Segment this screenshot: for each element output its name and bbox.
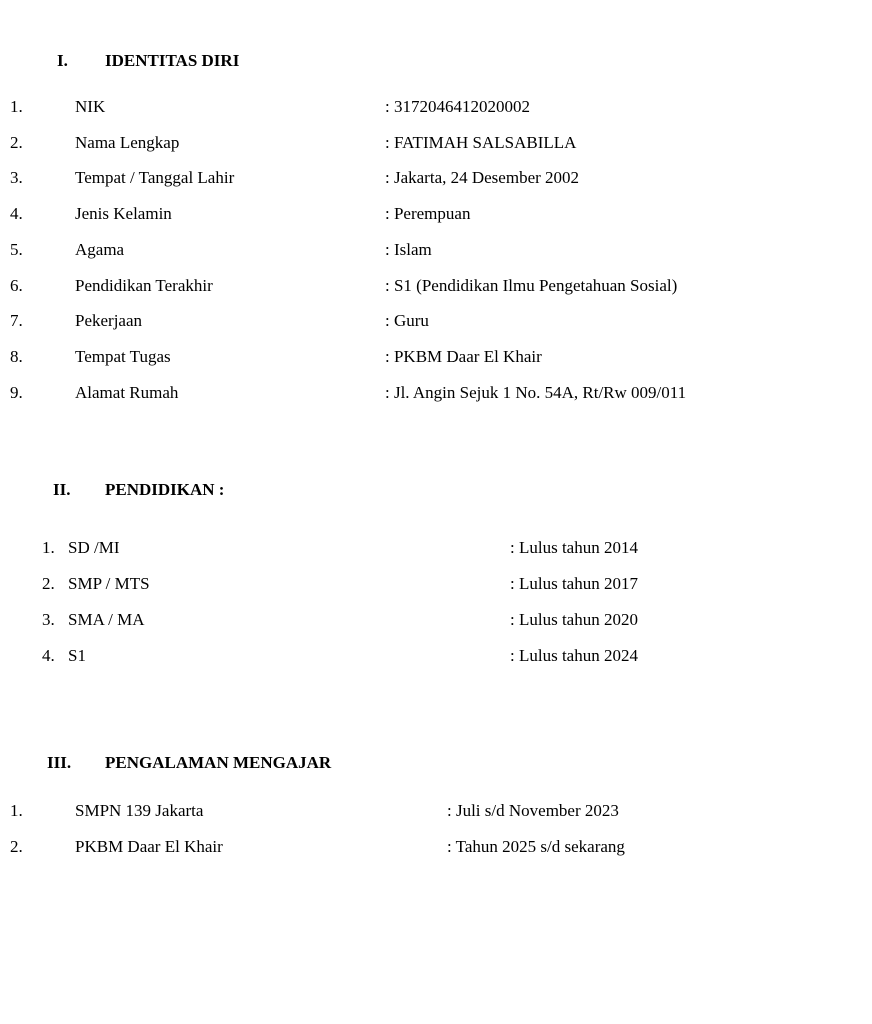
item-number: 3. <box>42 610 55 629</box>
list-item <box>0 793 872 829</box>
item-value: : Lulus tahun 2024 <box>510 646 638 665</box>
item-number: 2. <box>42 574 55 593</box>
list-item <box>0 196 872 232</box>
list-item <box>0 530 872 566</box>
section-heading-pendidikan <box>53 480 224 500</box>
section-identitas-diri-list <box>0 89 872 411</box>
item-number: 2. <box>10 132 23 152</box>
item-value: : 3172046412020002 <box>385 96 530 116</box>
item-value: : Jl. Angin Sejuk 1 No. 54A, Rt/Rw 009/011 <box>385 382 687 402</box>
section-pengalaman-mengajar-list <box>0 793 872 865</box>
section-title: PENDIDIKAN : <box>105 480 225 499</box>
list-item <box>0 161 872 197</box>
item-number: 9. <box>10 382 23 402</box>
section-numeral: I. <box>57 51 68 70</box>
item-label: Pekerjaan <box>75 311 143 331</box>
section-heading-pengalaman-mengajar <box>47 753 331 773</box>
item-value: : PKBM Daar El Khair <box>385 347 542 367</box>
list-item <box>0 829 872 865</box>
item-value: : FATIMAH SALSABILLA <box>385 132 577 152</box>
item-number: 5. <box>10 239 23 259</box>
item-label: Pendidikan Terakhir <box>75 275 213 295</box>
list-item <box>0 268 872 304</box>
item-value: : Lulus tahun 2020 <box>510 610 638 629</box>
section-title: IDENTITAS DIRI <box>105 51 240 70</box>
item-label: Jenis Kelamin <box>75 204 172 224</box>
item-value: : Lulus tahun 2017 <box>510 574 638 593</box>
list-item <box>0 232 872 268</box>
item-label: Agama <box>75 239 125 259</box>
item-value: : Juli s/d November 2023 <box>447 801 619 820</box>
item-label: SD /MI <box>68 538 120 557</box>
list-item <box>0 304 872 340</box>
item-number: 2. <box>10 837 23 856</box>
list-item <box>0 89 872 125</box>
item-label: Alamat Rumah <box>75 382 179 402</box>
list-item <box>0 602 872 638</box>
item-label: NIK <box>75 96 106 116</box>
section-title: PENGALAMAN MENGAJAR <box>105 753 332 772</box>
item-number: 1. <box>10 801 23 820</box>
section-numeral: II. <box>53 480 71 499</box>
item-label: SMP / MTS <box>68 574 150 593</box>
item-number: 4. <box>42 646 55 665</box>
item-number: 8. <box>10 347 23 367</box>
item-number: 1. <box>42 538 55 557</box>
list-item <box>0 566 872 602</box>
list-item <box>0 375 872 411</box>
item-value: : Jakarta, 24 Desember 2002 <box>385 168 580 188</box>
item-label: Nama Lengkap <box>75 132 180 152</box>
item-value: : Perempuan <box>385 204 471 224</box>
item-label: Tempat / Tanggal Lahir <box>75 168 235 188</box>
item-label: S1 <box>68 646 86 665</box>
section-pendidikan-list <box>0 530 872 674</box>
section-numeral: III. <box>47 753 72 772</box>
item-value: : S1 (Pendidikan Ilmu Pengetahuan Sosial) <box>385 275 678 295</box>
item-number: 1. <box>10 96 23 116</box>
item-number: 3. <box>10 168 23 188</box>
item-number: 7. <box>10 311 23 331</box>
item-number: 6. <box>10 275 23 295</box>
item-label: PKBM Daar El Khair <box>75 837 223 856</box>
list-item <box>0 125 872 161</box>
item-value: : Islam <box>385 239 432 259</box>
item-value: : Lulus tahun 2014 <box>510 538 638 557</box>
item-label: SMPN 139 Jakarta <box>75 801 204 820</box>
item-number: 4. <box>10 204 23 224</box>
item-value: : Guru <box>385 311 429 331</box>
item-label: Tempat Tugas <box>75 347 171 367</box>
list-item <box>0 339 872 375</box>
item-label: SMA / MA <box>68 610 145 629</box>
item-value: : Tahun 2025 s/d sekarang <box>447 837 625 856</box>
list-item <box>0 638 872 674</box>
section-heading-identitas-diri <box>57 51 239 71</box>
